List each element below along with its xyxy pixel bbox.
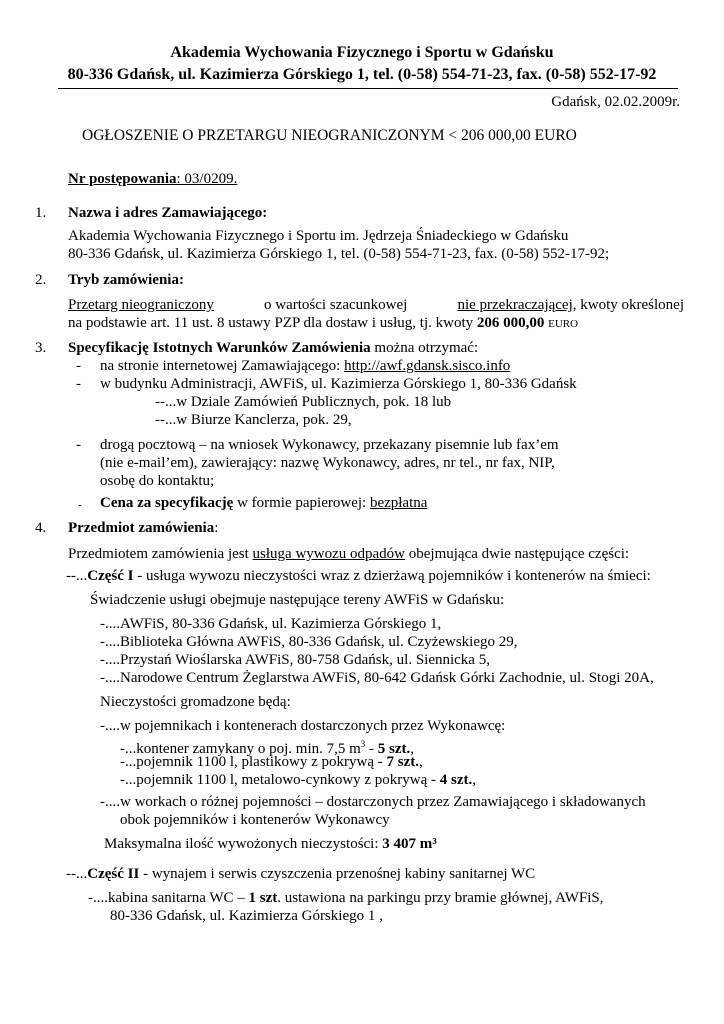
not-exceeding: nie przekraczającej (457, 297, 573, 313)
header-address: 80-336 Gdańsk, ul. Kazimierza Górskiego 1, tel. (0-58) 554-71-23, fax. (0-58) 552-17-92 (67, 66, 657, 83)
section-2-line1 (68, 296, 684, 314)
site-item: -....AWFiS, 80-336 Gdańsk, ul. Kazimierza Górskiego 1, (100, 616, 442, 632)
section-1-line2: 80-336 Gdańsk, ul. Kazimierza Górskiego 1, tel. (0-58) 554-71-23, fax. (0-58) 552-17-92; (68, 246, 610, 262)
amount-text: , kwoty określonej (572, 297, 684, 313)
spec-building-sub2: --...w Biurze Kanclerza, pok. 29, (155, 412, 352, 428)
part-1-text: - usługa wywozu nieczystości wraz z dzierżawą pojemników i kontenerów na śmieci: (133, 568, 651, 584)
section-1-line1: Akademia Wychowania Fizycznego i Sportu im. Jędrzeja Śniadeckiego w Gdańsku (68, 228, 569, 244)
max-quantity (104, 835, 437, 853)
section-2-line2 (68, 314, 578, 333)
container-1-unit-sup: 3 (360, 739, 366, 749)
part-2-line (66, 865, 535, 883)
header-divider (58, 88, 678, 89)
spec-building-sub1: --...w Dziale Zamówień Publicznych, pok. 18 lub (155, 394, 452, 410)
container-1-text: -...kontener zamykany o poj. min. 7,5 m (120, 741, 361, 757)
section-4-number: 4. (35, 520, 47, 536)
section-3-heading-bold: Specyfikację Istotnych Warunków Zamówienia (68, 340, 371, 356)
section-4-heading-colon: : (214, 520, 219, 536)
part-2-text: - wynajem i serwis czyszczenia przenośnej kabiny sanitarnej WC (139, 866, 536, 882)
spec-price-text: w formie papierowej: (233, 495, 370, 511)
wc-line2: 80-336 Gdańsk, ul. Kazimierza Górskiego 1 , (110, 908, 383, 924)
subject-intro-b: obejmująca dwie następujące części: (405, 546, 630, 562)
part-1-line (66, 567, 651, 585)
container-1-dash: - (365, 741, 378, 757)
section-3-heading-tail: można otrzymać: (370, 340, 479, 356)
container-item-3 (120, 771, 476, 789)
bullet-dash: - (76, 376, 81, 392)
part-1-prefix: --... (66, 568, 88, 584)
section-3-heading (68, 339, 478, 357)
container-2-qty: 7 szt. (386, 754, 419, 770)
section-4-heading-bold: Przedmiot zamówienia (68, 520, 215, 536)
container-2-text: -...pojemnik 1100 l, plastikowy z pokrywą - (120, 754, 387, 770)
section-2-heading: Tryb zamówienia: (68, 272, 184, 288)
section-2-number: 2. (35, 272, 47, 288)
spec-website-label: na stronie internetowej Zamawiającego: (100, 358, 345, 374)
subject-intro-a: Przedmiotem zamówienia jest (68, 546, 253, 562)
subject-intro (68, 545, 629, 563)
spec-post-line2: (nie e-mail’em), zawierający: nazwę Wykonawcy, adres, nr tel., nr fax, NIP, (100, 455, 555, 471)
header-institution: Akademia Wychowania Fizycznego i Sportu w Gdańsku (170, 44, 554, 61)
currency: EURO (548, 318, 579, 330)
site-item: -....Przystań Wioślarska AWFiS, 80-758 Gdańsk, ul. Siennicka 5, (100, 652, 490, 668)
bags-line2: obok pojemników i kontenerów Wykonawcy (120, 812, 390, 828)
document-title: OGŁOSZENIE O PRZETARGU NIEOGRANICZONYM < 206 000,00 EURO (82, 127, 577, 144)
part-2-prefix: --... (66, 866, 88, 882)
container-3-text: -...pojemnik 1100 l, metalowo-cynkowy z pokrywą - (120, 772, 440, 788)
container-2-comma: , (418, 754, 423, 770)
bullet-dash: - (76, 358, 81, 374)
bullet-dash: - (78, 499, 82, 511)
container-item-2 (120, 753, 423, 771)
section-1-number: 1. (35, 205, 47, 221)
bullet-dash: - (76, 437, 81, 453)
container-1-comma: , (410, 741, 415, 757)
part-1-label: Część I (87, 568, 134, 584)
container-1-qty: 5 szt. (377, 741, 411, 757)
bags-line1: -....w workach o różnej pojemności – dostarczonych przez Zamawiającego i składowanych (100, 794, 646, 810)
spec-post-line1: drogą pocztową – na wniosek Wykonawcy, przekazany pisemnie lub fax’em (100, 437, 559, 453)
wc-text: -....kabina sanitarna WC – (88, 890, 249, 906)
subject-service: usługa wywozu odpadów (252, 546, 406, 562)
part-2-label: Część II (87, 866, 140, 882)
section-3-number: 3. (35, 340, 47, 356)
wc-qty: 1 szt (248, 890, 278, 906)
spec-website-item (100, 357, 510, 375)
document-date: Gdańsk, 02.02.2009r. (551, 94, 680, 110)
section-1-heading: Nazwa i adres Zamawiającego: (68, 205, 268, 221)
spec-price-item (100, 494, 427, 512)
spec-price-label: Cena za specyfikację (100, 495, 234, 511)
case-number-value: : 03/0209. (176, 171, 238, 187)
wc-location: . ustawiona na parkingu przy bramie głównej, AWFiS, (277, 890, 604, 906)
container-3-qty: 4 szt. (439, 772, 473, 788)
site-item: -....Biblioteka Główna AWFiS, 80-336 Gdańsk, ul. Czyżewskiego 29, (100, 634, 518, 650)
part-1-scope: Świadczenie usługi obejmuje następujące tereny AWFiS w Gdańsku: (90, 592, 505, 608)
site-item: -....Narodowe Centrum Żeglarstwa AWFiS, 80-642 Gdańsk Górki Zachodnie, ul. Stogi 20A, (100, 670, 654, 686)
containers-intro: -....w pojemnikach i kontenerach dostarczonych przez Wykonawcę: (100, 718, 506, 734)
section-4-heading (68, 519, 218, 537)
value-text: o wartości szacunkowej (264, 297, 408, 313)
collected-heading: Nieczystości gromadzone będą: (100, 694, 291, 710)
spec-building-item: w budynku Administracji, AWFiS, ul. Kazimierza Górskiego 1, 80-336 Gdańsk (100, 376, 577, 392)
procedure-type: Przetarg nieograniczony (68, 297, 214, 313)
case-number-label: Nr postępowania (68, 171, 177, 187)
max-quantity-value: 3 407 m³ (382, 836, 437, 852)
case-number (68, 170, 237, 188)
wc-line1 (88, 889, 604, 907)
threshold-amount: 206 000,00 (476, 315, 545, 331)
spec-price-value: bezpłatna (369, 495, 428, 511)
spec-post-line3: osobę do kontaktu; (100, 473, 215, 489)
max-quantity-label: Maksymalna ilość wywożonych nieczystości: (104, 836, 383, 852)
legal-basis: na podstawie art. 11 ust. 8 ustawy PZP dla dostaw i usług, tj. kwoty (68, 315, 474, 331)
container-3-comma: , (472, 772, 477, 788)
spec-website-link[interactable]: http://awf.gdansk.sisco.info (344, 358, 511, 374)
